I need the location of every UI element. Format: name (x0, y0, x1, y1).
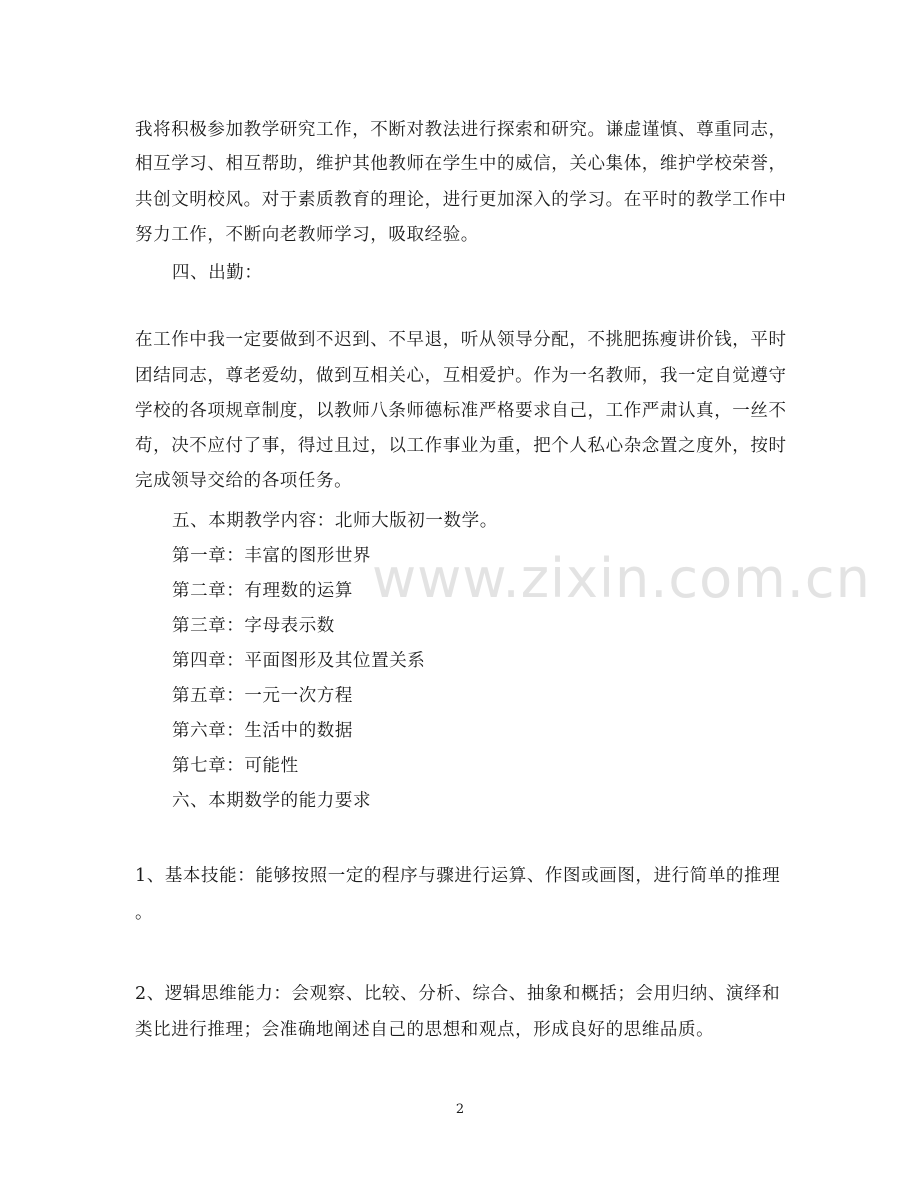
text-line: 类比进行推理；会准确地阐述自己的思想和观点，形成良好的思维品质。 (135, 1020, 715, 1040)
chapter-item: 第三章：字母表示数 (172, 616, 335, 636)
text-line: 相互学习、相互帮助，维护其他教师在学生中的威信，关心集体，维护学校荣誉， (135, 154, 787, 174)
text-line: 学校的各项规章制度，以教师八条师德标准严格要求自己，工作严肃认真，一丝不 (135, 401, 787, 421)
section-heading-attendance: 四、出勤： (172, 263, 263, 283)
chapter-item: 第七章：可能性 (172, 756, 299, 776)
text-line: 。 (135, 903, 154, 923)
text-line: 努力工作，不断向老教师学习，吸取经验。 (135, 225, 479, 245)
text-line: 在工作中我一定要做到不迟到、不早退，听从领导分配，不挑肥拣瘦讲价钱，平时 (135, 330, 787, 350)
text-line: 1、基本技能：能够按照一定的程序与骤进行运算、作图或画图，进行简单的推理 (135, 866, 781, 886)
text-line: 我将积极参加教学研究工作，不断对教法进行探索和研究。谦虚谨慎、尊重同志， (135, 120, 787, 140)
text-line: 完成领导交给的各项任务。 (135, 471, 353, 491)
section-heading-abilities: 六、本期数学的能力要求 (172, 791, 372, 811)
chapter-item: 第六章：生活中的数据 (172, 721, 353, 741)
text-line: 苟，决不应付了事，得过且过，以工作事业为重，把个人私心杂念置之度外，按时 (135, 436, 787, 456)
chapter-item: 第二章：有理数的运算 (172, 581, 353, 601)
watermark: www.zixin.com.cn (372, 547, 871, 610)
chapter-item: 第五章：一元一次方程 (172, 686, 353, 706)
chapter-item: 第一章：丰富的图形世界 (172, 546, 372, 566)
chapter-item: 第四章：平面图形及其位置关系 (172, 651, 426, 671)
text-line: 共创文明校风。对于素质教育的理论，进行更加深入的学习。在平时的教学工作中 (135, 190, 787, 210)
page-number: 2 (455, 1102, 465, 1117)
section-heading-content: 五、本期教学内容：北师大版初一数学。 (172, 511, 498, 531)
text-line: 团结同志，尊老爱幼，做到互相关心，互相爱护。作为一名教师，我一定自觉遵守 (135, 366, 787, 386)
text-line: 2、逻辑思维能力：会观察、比较、分析、综合、抽象和概括；会用归纳、演绎和 (135, 984, 781, 1004)
